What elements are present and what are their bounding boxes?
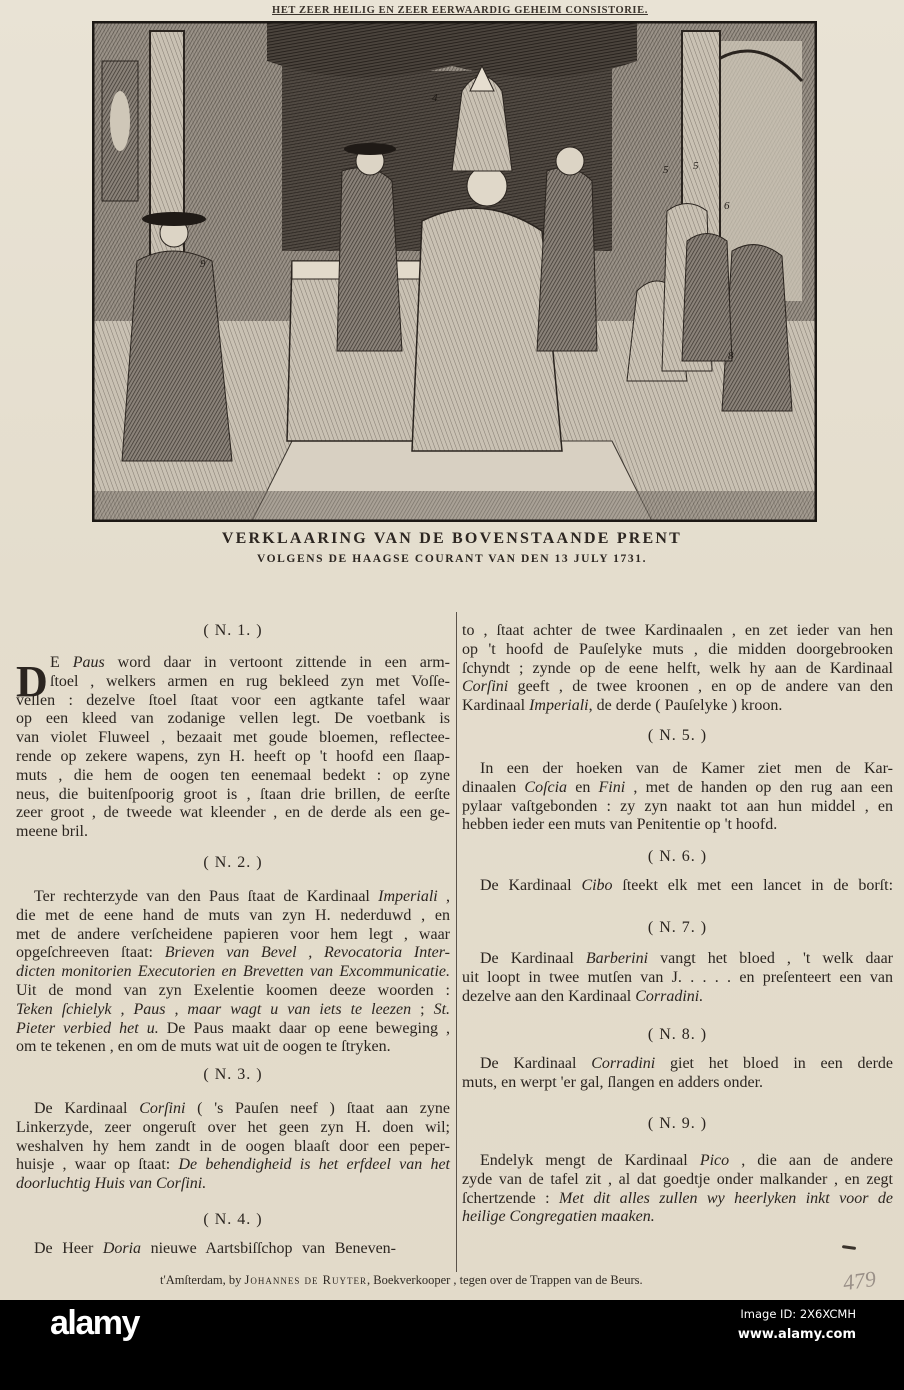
text-line [16, 982, 450, 1001]
figure-number: 4 [432, 92, 438, 104]
text-run: ; [411, 1000, 434, 1018]
section-heading-n7: ( N. 7. ) [647, 919, 708, 936]
text-line [16, 1100, 450, 1119]
italic-text: Corſini [462, 678, 509, 696]
text-run: Kardinaal [462, 697, 530, 715]
text-line [462, 816, 893, 835]
text-line [462, 877, 893, 896]
italic-text: doorluchtig Huis van Corſini. [16, 1175, 207, 1193]
section-heading-n9: ( N. 9. ) [647, 1115, 708, 1132]
text-line [462, 1055, 893, 1074]
text-line [16, 926, 450, 945]
text-run: ſteekt elk met een lancet in de borſt: [612, 877, 894, 894]
engraving-image [92, 21, 817, 522]
italic-text: St. [433, 1000, 451, 1018]
text-line [16, 823, 450, 842]
text-run: op 't hoofd de Pauſelyke muts , die midden doorgebrooken [462, 640, 893, 658]
italic-text: Imperiali [529, 697, 589, 715]
italic-text: Corradini [591, 1055, 656, 1072]
text-line [462, 798, 893, 817]
text-run: , met de handen op den rug aan een [625, 778, 893, 796]
section-heading-n4: ( N. 4. ) [203, 1211, 263, 1228]
text-run: rende op zekere wapens, zyn H. heeft op 't hoofd een ſlaap- [16, 747, 450, 765]
text-run: en [567, 778, 599, 796]
imprint-line [160, 1273, 643, 1288]
text-run: muts , die hem de oogen ten eenemaal bedekt : op zyne [16, 766, 450, 784]
text-run: In een der hoeken van de Kamer ziet men de Kar- [480, 760, 893, 777]
text-line [16, 1001, 450, 1020]
section-heading-n6: ( N. 6. ) [647, 848, 708, 865]
site-url: www.alamy.com [737, 1327, 856, 1342]
text-line [16, 804, 450, 823]
paragraph-n4-continued [462, 622, 893, 716]
text-run: vangt het bloed , 't welk daar [648, 950, 894, 967]
italic-text: Pieter verbied het u. [16, 1019, 159, 1037]
text-line [462, 697, 893, 716]
text-run: meene bril. [16, 823, 88, 841]
section-heading-n3: ( N. 3. ) [203, 1066, 263, 1083]
drop-cap: D [16, 657, 48, 706]
imprint-address: , Boekverkooper , tegen over de Trappen van de Beurs. [366, 1273, 643, 1287]
text-line [16, 654, 450, 673]
section-heading-n2: ( N. 2. ) [203, 854, 263, 871]
column-divider [456, 612, 457, 1272]
text-line [462, 678, 893, 697]
text-run: , de derde ( Pauſelyke ) kroon. [588, 697, 783, 715]
text-run: De Paus maakt daar op eene beweging , [158, 1019, 450, 1037]
text-run: van violet Fluweel , bezaait met goude bloemen, reflectee- [16, 729, 450, 747]
italic-text: Corſini [139, 1100, 186, 1117]
text-line [16, 729, 450, 748]
text-line [462, 1208, 893, 1227]
image-id: Image ID: 2X6XCMH [740, 1307, 856, 1321]
italic-text: Brieven van Bevel , Revocatoria Inter- [164, 944, 451, 962]
text-run: hebben ieder een muts van Penitentie op 't hoofd. [462, 816, 778, 834]
text-run: E [50, 654, 73, 671]
text-run: huisje , waar op ſtaat: [16, 1156, 179, 1174]
italic-text: dicten monitorien Executorien en Brevetten van Excommunicatie. [16, 963, 450, 981]
text-line [16, 888, 450, 907]
text-line [16, 767, 450, 786]
text-run: ſchyndt ; zynde op de eene helft, welk hy aan de Kardinaal [462, 659, 893, 677]
text-line [16, 1240, 396, 1259]
text-run: vellen : dezelve ſtoel ſtaat voor een agtkante tafel waar [16, 691, 450, 709]
handwritten-number: 479 [841, 1265, 878, 1296]
paragraph-n7 [462, 950, 893, 1006]
section-heading-n1: ( N. 1. ) [203, 622, 263, 639]
italic-text: heilige Congregatien maaken. [462, 1208, 655, 1226]
text-line [462, 622, 893, 641]
italic-text: De behendigheid is het erfdeel van het [178, 1156, 451, 1174]
text-run: muts, en werpt 'er gal, ſlangen en adders onder. [462, 1073, 764, 1091]
text-line [16, 1038, 450, 1057]
cardinal-imperiali [337, 168, 402, 351]
text-run: weshalven hy hem zandt in de oogen blaaſt door een peper- [16, 1137, 450, 1155]
text-run: dezelve aan den Kardinaal [462, 987, 636, 1005]
italic-text: Barberini [585, 950, 649, 967]
text-run: De Kardinaal [34, 1100, 140, 1117]
text-line [462, 760, 893, 779]
italic-text: Doria [102, 1240, 142, 1257]
text-line [16, 1119, 450, 1138]
paragraph-n8 [462, 1055, 893, 1093]
text-line [462, 1171, 893, 1190]
text-run: Ter rechterzyde van den Paus ſtaat de Kardinaal [34, 888, 379, 905]
italic-text: Met dit alles zullen wy heerlyken inkt voor de [559, 1189, 894, 1207]
text-run: op een kleed van zodanige vellen legt. De voetbank is [16, 710, 450, 728]
text-line [16, 692, 450, 711]
section-heading-n8: ( N. 8. ) [647, 1026, 708, 1043]
paragraph-n6 [462, 877, 893, 896]
text-line [16, 1156, 450, 1175]
text-run: , [437, 888, 451, 905]
text-run: Linkerzyde, zeer ongeruſt over het geen zyn H. doen wil; [16, 1118, 450, 1136]
cardinal-cibo [682, 234, 732, 362]
watermark-footer [0, 1300, 904, 1390]
cardinal-corsini [537, 168, 597, 351]
text-run: Uit de mond van zyn Exelentie koomen deeze woorden : [16, 981, 450, 999]
italic-text: Imperiali [378, 888, 438, 905]
text-line [16, 1175, 450, 1194]
italic-text: Teken ſchielyk , Paus , maar wagt u van iets te leezen [16, 1000, 412, 1018]
italic-text: Paus [72, 654, 105, 671]
italic-text: Coſcia [524, 778, 568, 796]
paragraph-n2 [16, 888, 450, 1057]
text-line [462, 1152, 893, 1171]
text-line [462, 641, 893, 660]
paragraph-n4 [16, 1240, 396, 1259]
imprint-place: t'Amſterdam, by [160, 1273, 245, 1287]
text-line [16, 673, 450, 692]
text-run: om te tekenen , en om de muts wat uit de oogen te ſtryken. [16, 1038, 391, 1056]
italic-text: Pico [699, 1152, 730, 1169]
caption-subtitle: VOLGENS DE HAAGSE COURANT VAN DEN 13 JULY 1731. [256, 553, 648, 565]
text-line [462, 969, 893, 988]
text-line [16, 963, 450, 982]
text-run: met de andere verſcheidene papieren voor hem legt , waar [16, 925, 450, 943]
text-run: uit loopt in twee mutſen van J. . . . . en preſenteert een van [462, 968, 893, 986]
text-run: zyde van de tafel zit , al dat goedtje onder malkander , en zegt [462, 1170, 893, 1188]
paragraph-n5 [462, 760, 893, 835]
text-run: pylaar vaſtgebonden : zy zyn naakt tot aan hun middel , en [462, 797, 893, 815]
text-run: geeft , de twee kroonen , en op de andere van den [508, 678, 893, 696]
text-run: ſtoel , welkers armen en rug bekleed zyn met Voſſe- [50, 672, 450, 690]
text-run: die met de eene hand de muts van zyn H. nederduwd , en [16, 906, 450, 924]
text-line [462, 950, 893, 969]
cardinal-corradini [722, 245, 792, 411]
italic-text: Fini [598, 778, 626, 796]
caption-title: VERKLAARING VAN DE BOVENSTAANDE PRENT [221, 530, 683, 547]
text-line [462, 988, 893, 1007]
italic-text: Cibo [581, 877, 613, 894]
text-run: nieuwe Aartsbiſſchop van Beneven- [141, 1240, 396, 1257]
text-run: dinaalen [462, 778, 525, 796]
text-run: ( 's Pauſen neef ) ſtaat aan zyne [185, 1100, 450, 1117]
alamy-logo: alamy [50, 1304, 139, 1342]
text-line [16, 1020, 450, 1039]
text-run: word daar in vertoont zittende in een arm- [104, 654, 451, 671]
figure-number: 9 [200, 258, 206, 270]
figure-number: 5 [663, 164, 669, 176]
text-line [16, 907, 450, 926]
paragraph-n3 [16, 1100, 450, 1194]
text-run: De Kardinaal [480, 877, 582, 894]
section-heading-n5: ( N. 5. ) [647, 727, 708, 744]
text-line [16, 786, 450, 805]
text-line [462, 779, 893, 798]
text-line [16, 748, 450, 767]
figure-number: 8 [728, 350, 734, 362]
text-run: , die aan de andere [729, 1152, 894, 1169]
text-line [16, 1138, 450, 1157]
text-run: ſchertzende : [462, 1189, 560, 1207]
text-run: De Kardinaal [480, 950, 586, 967]
italic-text: Corradini. [635, 987, 704, 1005]
figure-number: 5 [693, 160, 699, 172]
text-run: neus, die buitenſpoorig groot is , ſtaan drie brillen, de eerſte [16, 785, 450, 803]
text-run: De Kardinaal [480, 1055, 592, 1072]
text-line [462, 1190, 893, 1209]
text-run: De Heer [34, 1240, 103, 1257]
print-title: HET ZEER HEILIG EN ZEER EERWAARDIG GEHEIM CONSISTORIE. [272, 5, 648, 16]
text-run: Endelyk mengt de Kardinaal [480, 1152, 700, 1169]
text-run: giet het bloed in een derde [655, 1055, 894, 1072]
text-run: opgeſchreeven ſtaat: [16, 944, 165, 962]
paragraph-n9 [462, 1152, 893, 1227]
text-run: to , ſtaat achter de twee Kardinaalen , en zet ieder van hen [462, 622, 893, 639]
text-line [462, 660, 893, 679]
paragraph-n1 [16, 654, 450, 842]
text-line [16, 710, 450, 729]
figure-number: 6 [724, 200, 730, 212]
imprint-publisher: Johannes de Ruyter [244, 1273, 367, 1287]
text-line [462, 1074, 893, 1093]
text-run: zeer groot , de tweede wat kleender , en de derde als een ge- [16, 804, 450, 822]
text-line [16, 944, 450, 963]
